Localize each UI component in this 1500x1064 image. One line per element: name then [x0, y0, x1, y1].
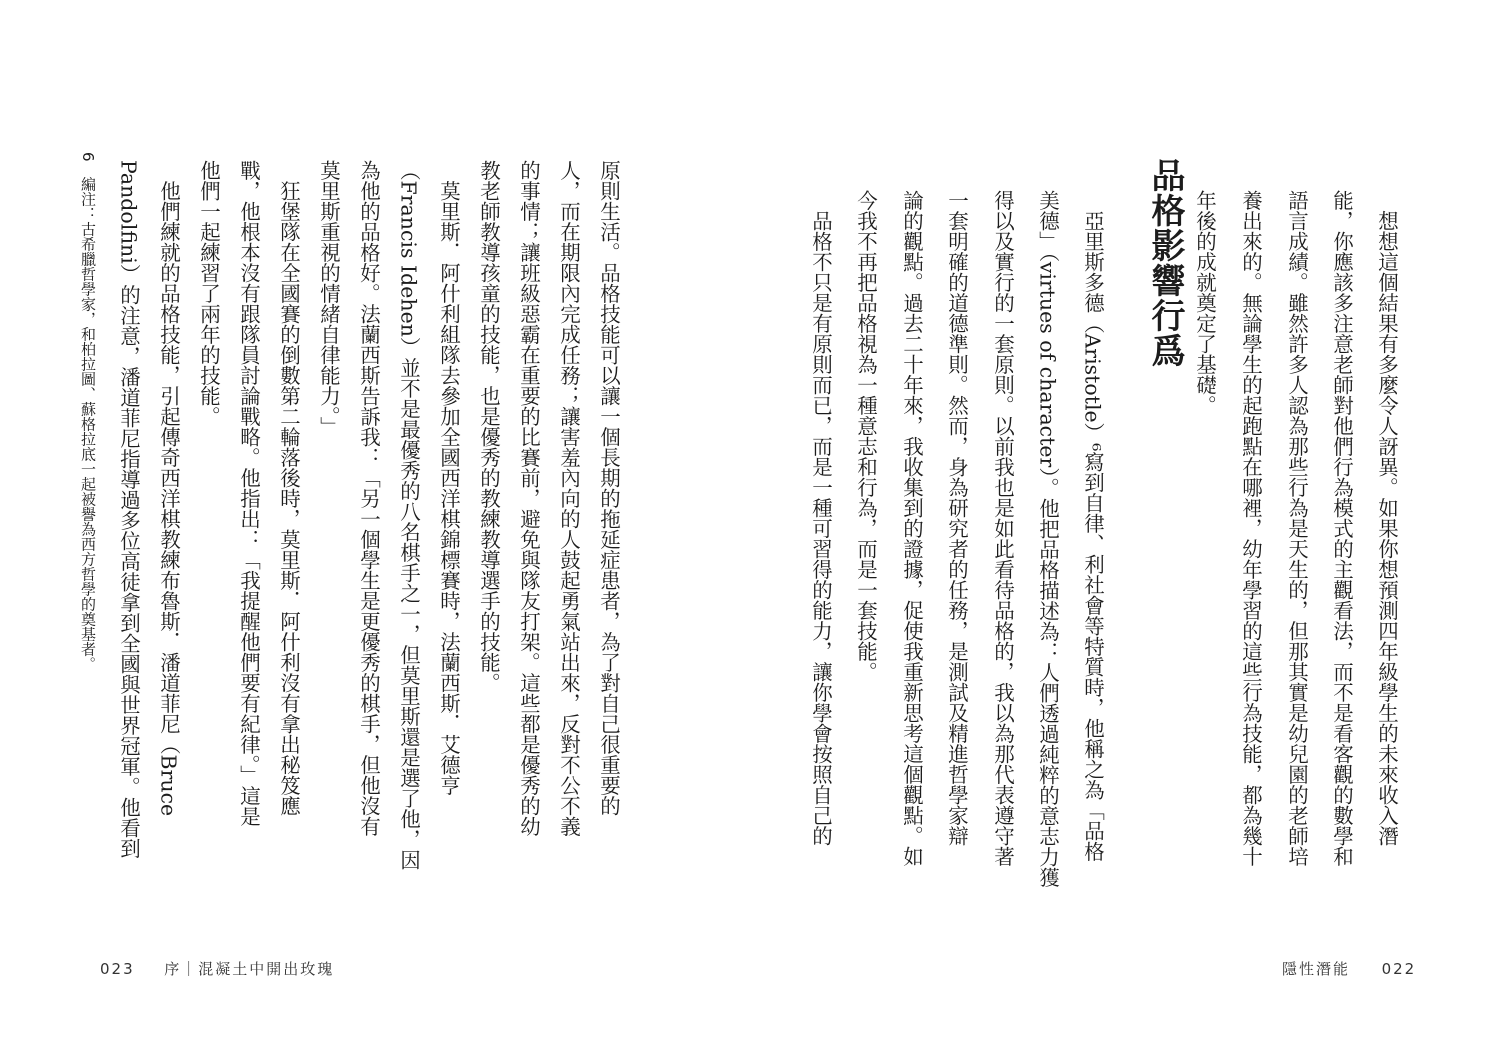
- left-page-column-3: 的事情；讓班級惡霸在重要的比賽前，避免與隊友打架。這些都是優秀的幼: [516, 160, 541, 837]
- page-number: 022: [1381, 960, 1417, 978]
- right-page-column-12: 品格不只是有原則而已，而是一種可習得的能力，讓你學會按照自己的: [808, 190, 833, 846]
- running-book-title: 序｜混凝土中開出玫瑰: [164, 960, 335, 978]
- right-page-column-3: 語言成績。雖然許多人認為那些行為是天生的，但那其實是幼兒園的老師培: [1284, 190, 1309, 867]
- page-number-left: 023: [100, 960, 135, 978]
- left-page-column-2: 人，而在期限內完成任務；讓害羞內向的人鼓起勇氣站出來，反對不公不義: [556, 160, 581, 837]
- left-page-column-6: （Francis Idehen）並不是最優秀的八名棋手之一，但莫里斯還是選了他，因: [396, 160, 421, 870]
- footnote: 6 編注：古希臘哲學家，和柏拉圖、蘇格拉底一起被譽為西方哲學的奠基者。: [79, 152, 97, 672]
- left-page-column-4: 教老師教導孩童的技能，也是優秀的教練教導選手的技能。: [476, 160, 501, 693]
- right-page-column-7: 美德」（virtues of character）。他把品格描述為：人們透過純粹的意志力獲: [1035, 190, 1060, 888]
- right-page-column-5: 年後的成就奠定了基礎。: [1192, 190, 1217, 416]
- left-page-column-13: Pandolfini）的注意，潘道菲尼指導過多位高徒拿到全國與世界冠軍。他看到: [116, 160, 141, 859]
- left-page-column-7: 為他的品格好。法蘭西斯告訴我：「另一個學生是更優秀的棋手，但他沒有: [356, 160, 381, 837]
- left-page-column-11: 他們一起練習了兩年的技能。: [196, 160, 221, 427]
- right-page-column-10: 論的觀點。過去二十年來，我收集到的證據，促使我重新思考這個觀點。如: [899, 190, 924, 867]
- running-section-title: 隱性潛能: [1282, 960, 1351, 978]
- right-page-column-8: 得以及實行的一套原則。以前我也是如此看待品格的，我以為那代表遵守著: [990, 190, 1015, 867]
- left-running-footer: [100, 958, 334, 979]
- right-page-column-4: 養出來的。無論學生的起跑點在哪裡，幼年學習的這些行為技能，都為幾十: [1238, 190, 1263, 867]
- left-page-column-1: 原則生活。品格技能可以讓一個長期的拖延症患者，為了對自己很重要的: [596, 160, 621, 816]
- left-page-column-8: 莫里斯重視的情緒自律能力。」: [316, 160, 341, 437]
- left-page-column-12: 他們練就的品格技能，引起傳奇西洋棋教練布魯斯．潘道菲尼（Bruce: [156, 160, 181, 817]
- left-page-column-5: 莫里斯．阿什利組隊去參加全國西洋棋錦標賽時，法蘭西斯．艾德亨: [436, 160, 461, 796]
- section-heading: 品格影響行爲: [1145, 158, 1185, 368]
- right-page-column-11: 今我不再把品格視為一種意志和行為，而是一套技能。: [853, 190, 878, 682]
- right-page-column-2: 能，你應該多注意老師對他們行為模式的主觀看法，而不是看客觀的數學和: [1329, 190, 1354, 867]
- left-page-column-10: 戰，他根本沒有跟隊員討論戰略。他指出：「我提醒他們要有紀律。」這是: [236, 160, 261, 827]
- right-running-footer: [1282, 958, 1416, 979]
- left-page-column-9: 狂堡隊在全國賽的倒數第二輪落後時，莫里斯．阿什利沒有拿出秘笈應: [276, 160, 301, 816]
- right-page-column-1: 想想這個結果有多麼令人訝異。如果你想預測四年級學生的未來收入潛: [1374, 190, 1399, 846]
- right-page-column-9: 一套明確的道德準則。然而，身為研究者的任務，是測試及精進哲學家辯: [944, 190, 969, 846]
- right-page-column-6: 亞里斯多德（Aristotle）⁶寫到自律、利社會等特質時，他稱之為「品格: [1080, 190, 1105, 862]
